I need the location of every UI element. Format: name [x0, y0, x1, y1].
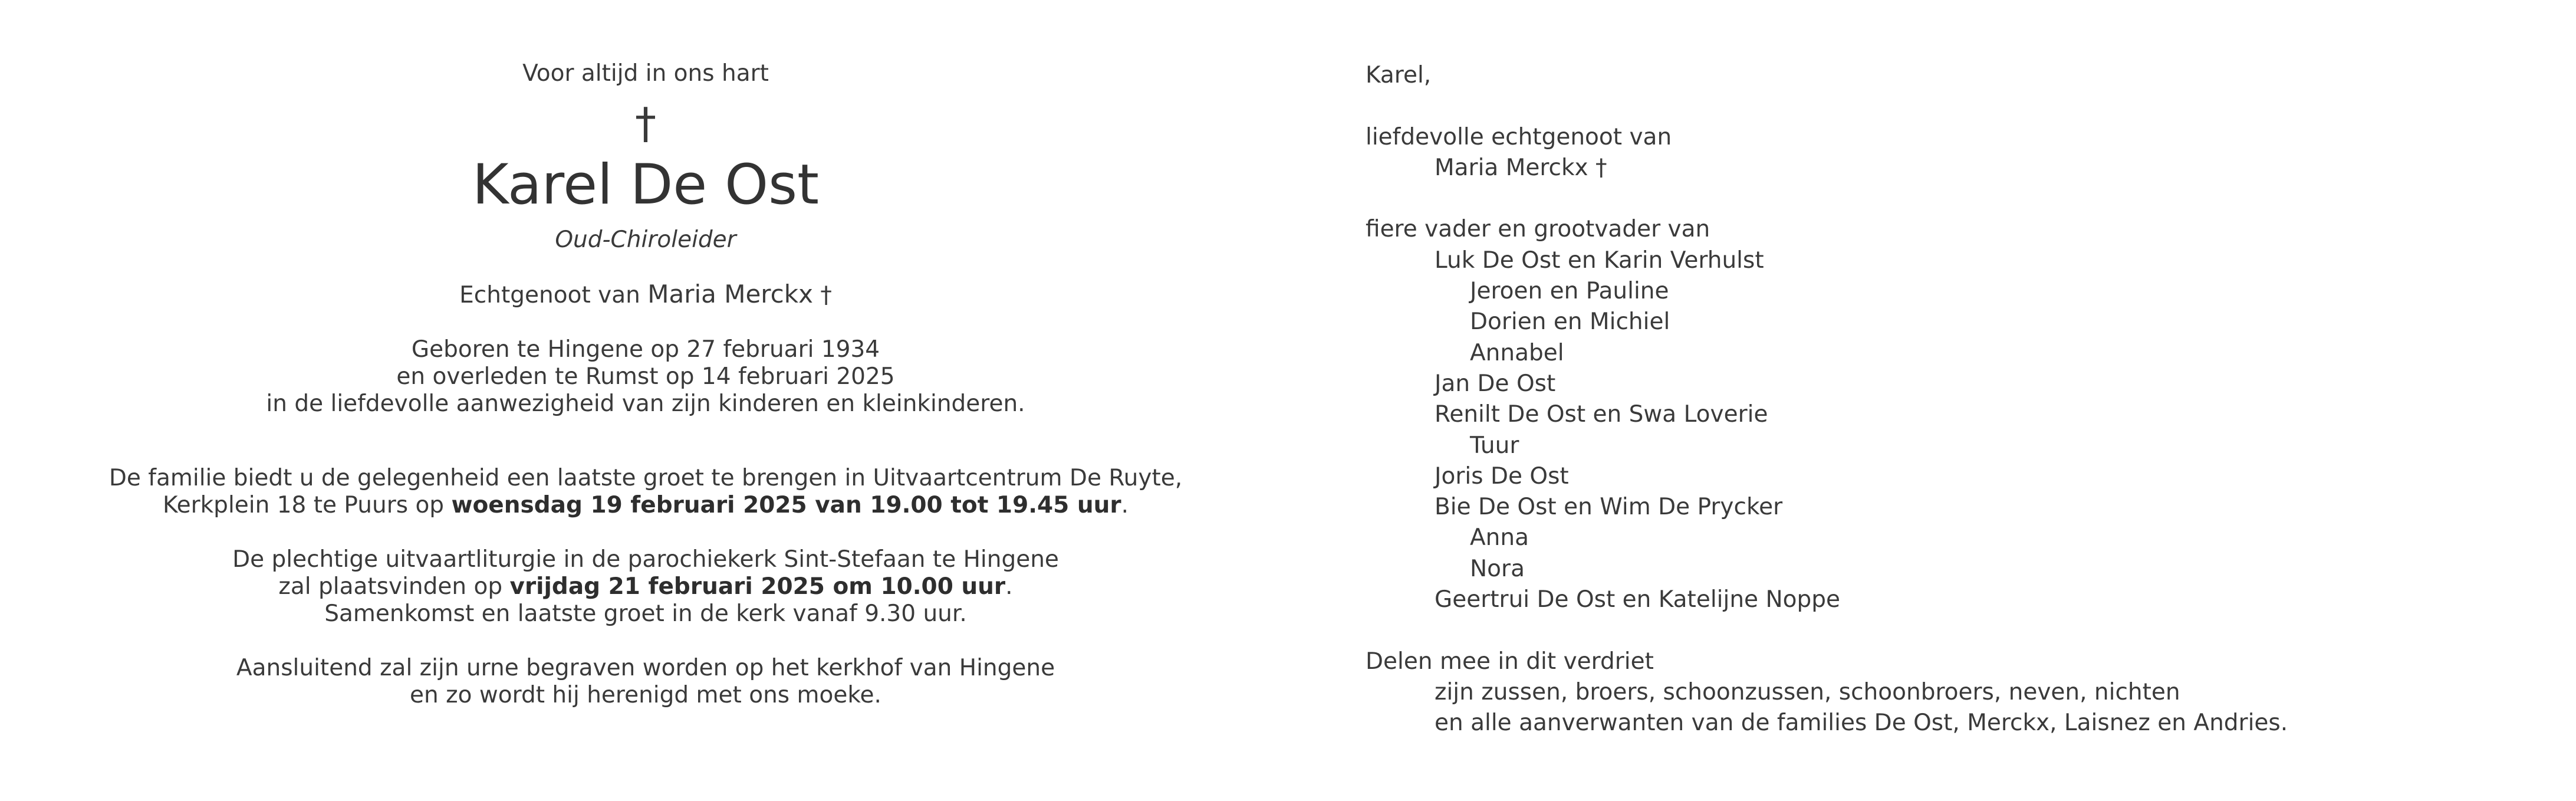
spacer	[1366, 615, 2533, 646]
grandchild-entry: Tuur	[1470, 432, 1519, 459]
died-line: en overleden te Rumst op 14 februari 2025	[396, 363, 895, 390]
grief-intro: Delen mee in dit verdriet	[1366, 648, 1654, 675]
child-entry: Jan De Ost	[1435, 370, 1556, 397]
grandchild-entry: Annabel	[1470, 339, 1564, 366]
born-line: Geboren te Hingene op 27 februari 1934	[411, 336, 880, 363]
grief-line-2: en alle aanverwanten van de families De Ost, Merckx, Laisnez en Andries.	[1435, 710, 2288, 737]
salutation: Karel,	[1366, 62, 1432, 88]
service-line-2	[0, 573, 1291, 600]
visit-line-2-prefix: Kerkplein 18 te Puurs op	[162, 492, 452, 518]
spouse-intro: liefdevolle echtgenoot van	[1366, 123, 1672, 150]
family-intro: fiere vader en grootvader van	[1366, 216, 1710, 243]
spouse-prefix: Echtgenoot van	[459, 282, 648, 308]
child-entry: Geertrui De Ost en Katelijne Noppe	[1435, 586, 1840, 613]
spouse-entry: Maria Merckx †	[1435, 154, 1607, 181]
grandchild-entry: Jeroen en Pauline	[1470, 278, 1669, 305]
spouse-name: Maria Merckx	[647, 280, 813, 308]
burial-line-2: en zo wordt hij herenigd met ons moeke.	[410, 682, 881, 708]
service-datetime: vrijdag 21 februari 2025 om 10.00 uur	[509, 573, 1006, 600]
presence-line: in de liefdevolle aanwezigheid van zijn kinderen en kleinkinderen.	[266, 390, 1025, 417]
child-entry: Bie De Ost en Wim De Prycker	[1435, 494, 1783, 521]
grief-line-1: zijn zussen, broers, schoonzussen, schoonbroers, neven, nichten	[1435, 678, 2180, 705]
grandchild-entry: Nora	[1470, 555, 1525, 582]
service-line-1: De plechtige uitvaartliturgie in de parochiekerk Sint-Stefaan te Hingene	[232, 546, 1059, 573]
right-page	[1366, 60, 2533, 739]
spacer	[1366, 91, 2533, 122]
visit-line-1: De familie biedt u de gelegenheid een laatste groet te brengen in Uitvaartcentrum De Ruyte,	[108, 465, 1183, 491]
spouse-line	[0, 281, 1291, 309]
grandchild-entry: Dorien en Michiel	[1470, 308, 1670, 336]
child-entry: Joris De Ost	[1435, 462, 1569, 490]
role: Oud-Chiroleider	[555, 226, 736, 253]
visit-datetime: woensdag 19 februari 2025 van 19.00 tot 19.45 uur	[451, 492, 1121, 518]
visit-line-2-suffix: .	[1121, 492, 1129, 518]
child-entry: Luk De Ost en Karin Verhulst	[1435, 247, 1764, 274]
child-entry: Renilt De Ost en Swa Loverie	[1435, 401, 1768, 428]
service-line-3: Samenkomst en laatste groet in de kerk vanaf 9.30 uur.	[324, 600, 967, 627]
service-line-2-suffix: .	[1005, 573, 1013, 600]
spouse-suffix: †	[812, 282, 832, 308]
family-list	[1366, 245, 2533, 616]
heading: Voor altijd in ons hart	[522, 60, 769, 87]
service-line-2-prefix: zal plaatsvinden op	[278, 573, 510, 600]
visit-line-2	[0, 492, 1291, 519]
burial-line-1: Aansluitend zal zijn urne begraven worden op het kerkhof van Hingene	[236, 655, 1055, 681]
grandchild-entry: Anna	[1470, 524, 1529, 551]
left-page	[0, 60, 1291, 709]
deceased-name: Karel De Ost	[472, 153, 819, 217]
cross-icon: †	[635, 99, 656, 148]
spacer	[1366, 183, 2533, 214]
